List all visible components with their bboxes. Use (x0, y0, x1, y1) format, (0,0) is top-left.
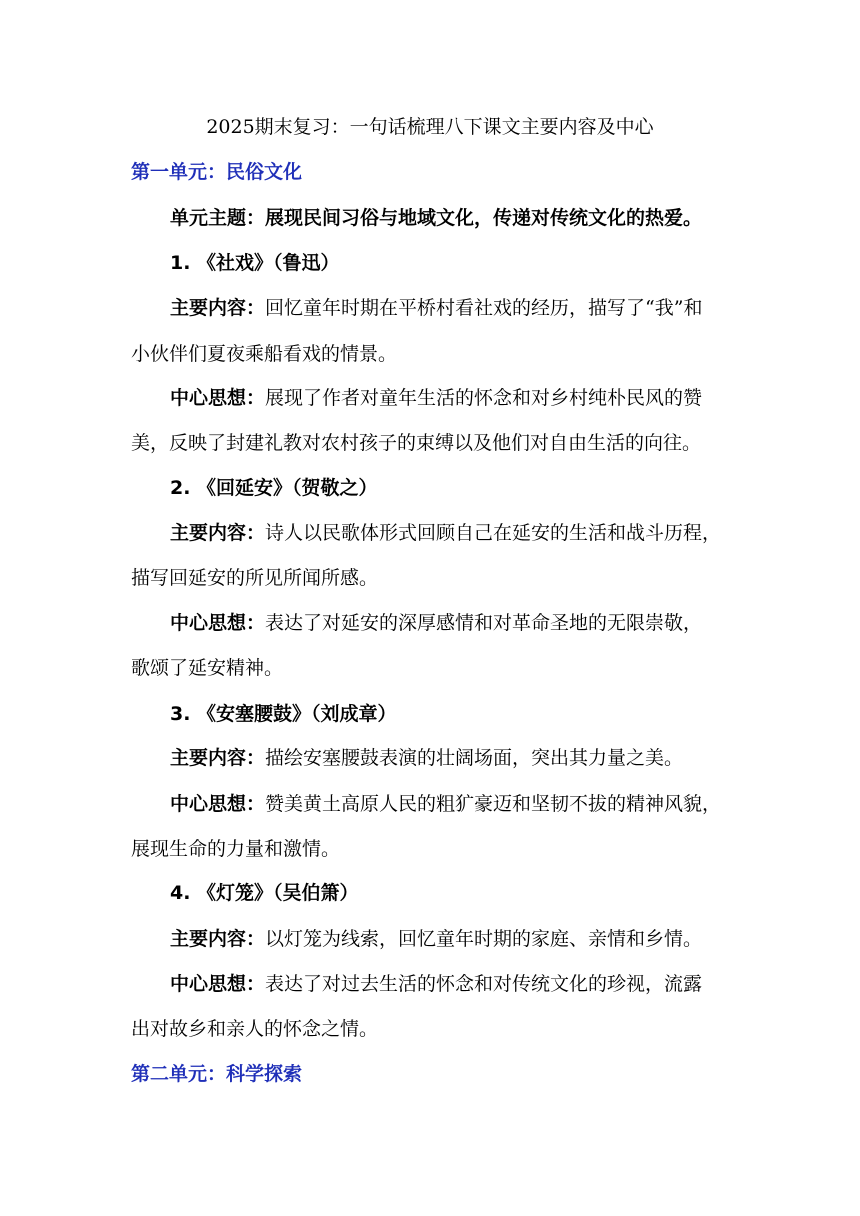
lesson-3-center-idea-cont: 展现生命的力量和激情。 (131, 838, 341, 860)
main-content-text: 描绘安塞腰鼓表演的壮阔场面，突出其力量之美。 (265, 747, 684, 769)
lesson-1-main-content (170, 294, 702, 322)
center-idea-text: 展现了作者对童年生活的怀念和对乡村纯朴民风的赞 (265, 387, 703, 409)
main-content-text: 以灯笼为线索，回忆童年时期的家庭、亲情和乡情。 (265, 928, 703, 950)
lesson-3-main-content (170, 744, 683, 772)
main-content-text: 诗人以民歌体形式回顾自己在延安的生活和战斗历程， (265, 522, 722, 544)
lesson-heading-3: 3. 《安塞腰鼓》（刘成章） (170, 703, 397, 725)
lesson-1-center-idea-cont: 美，反映了封建礼教对农村孩子的束缚以及他们对自由生活的向往。 (131, 432, 702, 454)
lesson-2-main-content-cont: 描写回延安的所见所闻所感。 (131, 567, 379, 589)
lesson-heading-1: 1. 《社戏》（鲁迅） (170, 252, 340, 274)
lesson-4-center-idea (170, 970, 702, 998)
main-content-label: 主要内容： (170, 747, 266, 769)
lesson-heading-4: 4. 《灯笼》（吴伯箫） (170, 882, 359, 904)
lesson-4-main-content (170, 925, 702, 953)
center-idea-text: 赞美黄土高原人民的粗犷豪迈和坚韧不拔的精神风貌， (265, 793, 722, 815)
lesson-2-main-content (170, 519, 721, 547)
main-content-label: 主要内容： (170, 928, 266, 950)
main-content-label: 主要内容： (170, 297, 266, 319)
lesson-1-center-idea (170, 384, 702, 412)
center-idea-text: 表达了对延安的深厚感情和对革命圣地的无限崇敬， (265, 612, 703, 634)
lesson-4-center-idea-cont: 出对故乡和亲人的怀念之情。 (131, 1018, 379, 1040)
center-idea-text: 表达了对过去生活的怀念和对传统文化的珍视，流露 (265, 973, 703, 995)
center-idea-label: 中心思想： (170, 612, 266, 634)
center-idea-label: 中心思想： (170, 387, 266, 409)
unit-theme: 单元主题：展现民间习俗与地域文化，传递对传统文化的热爱。 (170, 207, 703, 229)
unit-heading-1: 第一单元：民俗文化 (131, 161, 303, 183)
main-content-text: 回忆童年时期在平桥村看社戏的经历，描写了“我”和 (265, 297, 703, 319)
main-content-label: 主要内容： (170, 522, 266, 544)
center-idea-label: 中心思想： (170, 793, 266, 815)
lesson-2-center-idea-cont: 歌颂了延安精神。 (131, 657, 284, 679)
lesson-heading-2: 2. 《回延安》（贺敬之） (170, 477, 378, 499)
page-title: 2025期末复习：一句话梳理八下课文主要内容及中心 (206, 116, 654, 138)
lesson-3-center-idea (170, 790, 721, 818)
lesson-1-main-content-cont: 小伙伴们夏夜乘船看戏的情景。 (131, 343, 398, 365)
unit-heading-2: 第二单元：科学探索 (131, 1063, 303, 1085)
center-idea-label: 中心思想： (170, 973, 266, 995)
lesson-2-center-idea (170, 609, 702, 637)
